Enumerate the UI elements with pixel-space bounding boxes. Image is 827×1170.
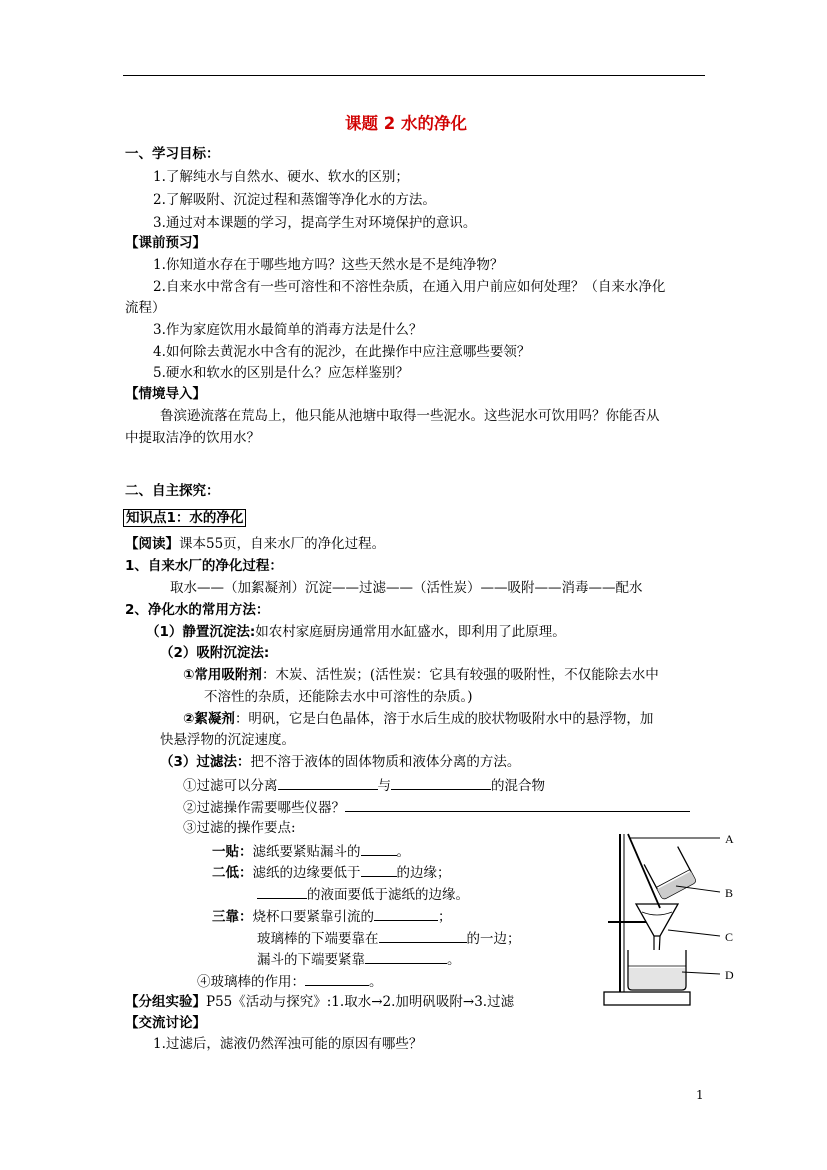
- rule-three-lean-2: 玻璃棒的下端要靠在 的一边；: [257, 928, 521, 948]
- intro-paragraph-cont: 中提取洁净的饮用水？: [125, 430, 260, 446]
- preview-question: 5.硬水和软水的区别是什么？应怎样鉴别？: [153, 365, 409, 381]
- experiment-tag: 【分组实验】: [125, 994, 206, 1010]
- answer-blank[interactable]: [361, 862, 397, 877]
- rule-two-low: 二低：滤纸的边缘要低于 的边缘；: [212, 862, 451, 882]
- rule-one-stick: 一贴：滤纸要紧贴漏斗的 。: [212, 841, 410, 861]
- funnel: [636, 904, 678, 936]
- page-title: 课题 2 水的净化: [345, 114, 467, 133]
- method-text: 如农村家庭厨房通常用水缸盛水，即利用了此原理。: [255, 624, 566, 640]
- header-rule: [123, 75, 705, 76]
- leader-d: [682, 972, 720, 974]
- preview-question: 3.作为家庭饮用水最简单的消毒方法是什么？: [153, 322, 423, 338]
- preview-question: 2.自来水中常含有一些可溶性和不溶性杂质，在通入用户前应如何处理？（自来水净化: [153, 279, 666, 295]
- process-flow: 取水——（加絮凝剂）沉淀——过滤——（活性炭）——吸附——消毒——配水: [170, 580, 643, 596]
- experiment-text: P55《活动与探究》:1.取水→2.加明矾吸附→3.过滤: [206, 994, 515, 1010]
- method-sedimentation: [146, 623, 566, 641]
- rule-two-low-2: 的液面要低于滤纸的边缘。: [257, 884, 469, 904]
- intro-paragraph: 鲁滨逊流落在荒岛上，他只能从池塘中取得一些泥水。这些泥水可饮用吗？你能否从: [160, 408, 660, 424]
- discussion-heading: 【交流讨论】: [125, 1015, 206, 1031]
- stand-base: [604, 992, 690, 1005]
- filtration-q2: ②过滤操作需要哪些仪器？: [183, 797, 690, 817]
- answer-blank[interactable]: [365, 949, 447, 964]
- method-adsorption-label: （2）吸附沉淀法:: [160, 645, 270, 661]
- flocculant-text: ：明矾，它是白色晶体，溶于水后生成的胶状物吸附水中的悬浮物，加: [234, 711, 654, 727]
- preview-question-cont: 流程）: [125, 300, 166, 316]
- subheading-methods: 2、净化水的常用方法：: [125, 602, 270, 618]
- reading-tag: 【阅读】: [125, 536, 179, 552]
- figure-label-d: D: [725, 968, 734, 982]
- figure-label-a: A: [725, 832, 734, 846]
- rule-three-lean-3: 漏斗的下端要紧靠 。: [257, 949, 461, 969]
- preview-question: 1.你知道水存在于哪些地方吗？这些天然水是不是纯净物？: [153, 257, 504, 273]
- preview-question: 4.如何除去黄泥水中含有的泥沙，在此操作中应注意哪些要领？: [153, 344, 531, 360]
- page-number: 1: [696, 1088, 704, 1102]
- subheading-plant-process: 1、自来水厂的净化过程：: [125, 558, 283, 574]
- flocculant-label: ②絮凝剂: [183, 711, 235, 727]
- goal-item: 3.通过对本课题的学习，提高学生对环境保护的意识。: [153, 215, 477, 231]
- method-filtration: [160, 753, 520, 771]
- figure-label-c: C: [725, 930, 734, 944]
- section-heading-goals: 一、学习目标：: [125, 146, 220, 162]
- answer-blank[interactable]: [379, 928, 467, 943]
- answer-blank[interactable]: [361, 841, 397, 856]
- beaker-liquid: [629, 968, 685, 989]
- answer-blank[interactable]: [374, 906, 438, 921]
- pouring-beaker: [644, 847, 696, 900]
- reading-text: 课本55页，自来水厂的净化过程。: [179, 536, 386, 552]
- goal-item: 2.了解吸附、沉淀过程和蒸馏等净化水的方法。: [153, 192, 436, 208]
- answer-blank[interactable]: [278, 775, 378, 790]
- answer-blank[interactable]: [305, 971, 369, 986]
- group-experiment-line: [125, 993, 514, 1011]
- preview-heading: 【课前预习】: [125, 235, 206, 251]
- adsorbent-label: ①常用吸附剂: [183, 667, 262, 683]
- discussion-question: 1.过滤后，滤液仍然浑浊可能的原因有哪些？: [153, 1036, 423, 1052]
- reading-line: [125, 535, 385, 553]
- method-label: （1）静置沉淀法:: [146, 624, 256, 640]
- adsorbent-text-cont: 不溶性的杂质，还能除去水中可溶性的杂质。): [204, 689, 473, 705]
- filtration-apparatus-figure: [598, 826, 748, 1012]
- goal-item: 1.了解纯水与自然水、硬水、软水的区别；: [153, 169, 409, 185]
- answer-blank[interactable]: [257, 884, 307, 899]
- flocculant-text-cont: 快悬浮物的沉淀速度。: [160, 732, 295, 748]
- answer-blank[interactable]: [391, 775, 491, 790]
- method-label: （3）过滤法：: [160, 754, 251, 770]
- knowledge-point-box: 知识点1：水的净化: [123, 509, 246, 527]
- flocculant-line: [183, 710, 653, 728]
- adsorbent-text: ：木炭、活性炭；(活性炭：它具有较强的吸附性，不仅能除去水中: [261, 667, 659, 683]
- filtration-q1: ①过滤可以分离 与 的混合物: [183, 775, 545, 795]
- figure-label-b: B: [725, 886, 734, 900]
- intro-heading: 【情境导入】: [125, 386, 206, 402]
- leader-c: [668, 930, 720, 936]
- filtration-q4: ④玻璃棒的作用： 。: [197, 971, 383, 991]
- filtration-q3: ③过滤的操作要点:: [183, 820, 296, 836]
- section-heading-explore: 二、自主探究：: [125, 483, 220, 499]
- method-text: 把不溶于液体的固体物质和液体分离的方法。: [250, 754, 521, 770]
- answer-blank[interactable]: [345, 797, 690, 812]
- rule-three-lean: 三靠：烧杯口要紧靠引流的 ；: [212, 906, 452, 926]
- adsorbent-line: [183, 666, 659, 684]
